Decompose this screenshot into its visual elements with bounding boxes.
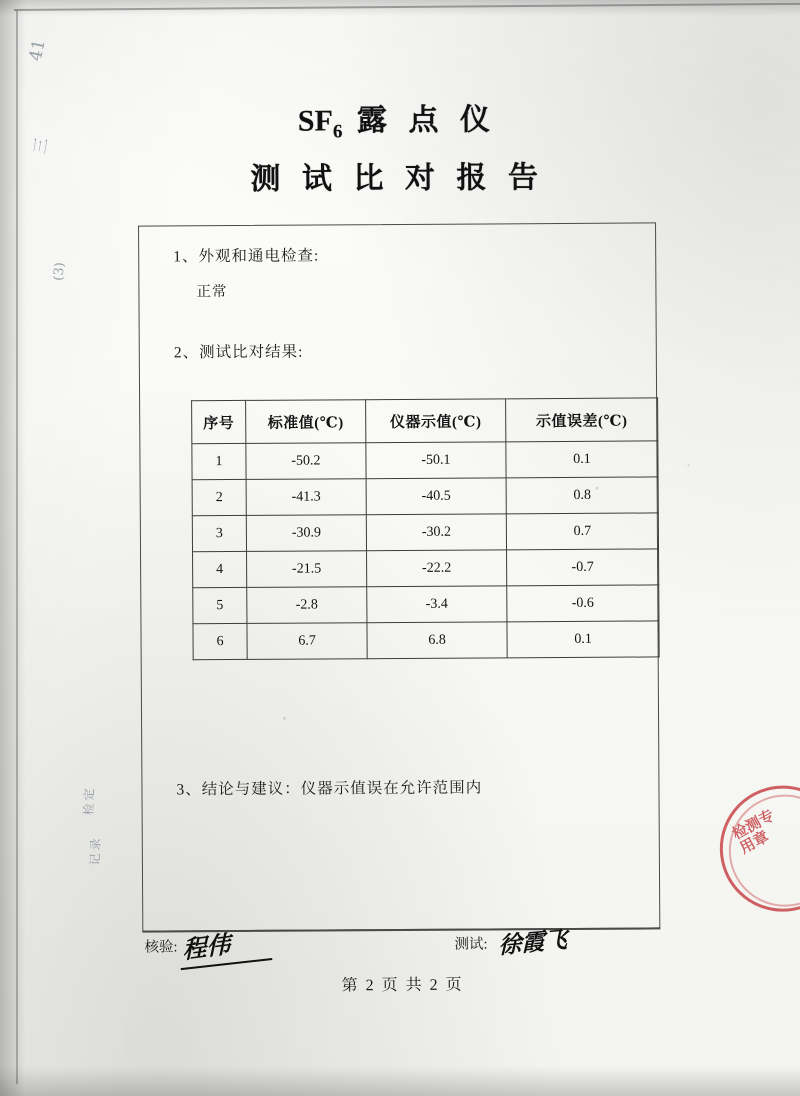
cell-instrument: -40.5 (366, 478, 506, 515)
section-1-value: 正常 (196, 284, 228, 301)
table-row (192, 477, 658, 516)
title-sf-subscript: 6 (332, 121, 343, 143)
test-label: 测试: (454, 936, 488, 953)
table-header-row (192, 398, 658, 444)
document-title (0, 90, 798, 210)
section-3-conclusion: 3、结论与建议：仪器示值误在允许范围内 (176, 779, 483, 799)
paper-edge-left (16, 10, 18, 1084)
col-header-instrument: 仪器示值(℃) (366, 399, 506, 443)
table-row (193, 621, 659, 660)
table-row (192, 513, 658, 552)
cell-index: 6 (193, 623, 247, 659)
cell-index: 3 (192, 515, 246, 551)
margin-note: 41 (25, 37, 50, 63)
cell-error: 0.8 (506, 477, 658, 514)
measurement-table-wrapper (191, 397, 659, 660)
test-signature: 徐霞飞 (498, 925, 568, 960)
verify-signature: 程伟 (182, 929, 231, 965)
cell-instrument: -22.2 (367, 550, 507, 587)
cell-standard: -50.2 (246, 443, 366, 480)
table-row (193, 549, 659, 588)
scan-speck (687, 464, 689, 466)
title-sf-prefix: SF (297, 104, 333, 138)
cell-index: 1 (192, 443, 246, 479)
scan-speck (283, 717, 286, 720)
margin-note: (3) (51, 261, 68, 282)
cell-index: 4 (193, 551, 247, 587)
cell-instrument: 6.8 (367, 622, 507, 659)
cell-index: 5 (193, 587, 247, 623)
table-row (192, 441, 658, 480)
cell-standard: -30.9 (246, 515, 366, 552)
title-line-2: 测 试 比 对 报 告 (250, 161, 546, 196)
cell-standard: -2.8 (247, 587, 367, 624)
cell-instrument: -30.2 (366, 514, 506, 551)
title-line-1-rest: 露 点 仪 (356, 103, 497, 138)
red-seal-stamp (719, 785, 800, 912)
measurement-table (191, 397, 660, 660)
cell-standard: -41.3 (246, 479, 366, 516)
cell-standard: -21.5 (247, 551, 367, 588)
page-number: 第 2 页 共 2 页 (341, 976, 464, 995)
cell-error: -0.7 (507, 549, 659, 586)
col-header-index: 序号 (192, 400, 246, 443)
cell-instrument: -50.1 (366, 442, 506, 479)
cell-error: 0.1 (506, 441, 658, 478)
scan-speck (596, 487, 599, 490)
cell-error: -0.6 (507, 585, 659, 622)
cell-error: 0.7 (506, 513, 658, 550)
cell-instrument: -3.4 (367, 586, 507, 623)
margin-note: 三 (29, 136, 52, 156)
seal-text: 检测专用章 (730, 807, 778, 858)
cell-index: 2 (192, 479, 246, 515)
col-header-standard: 标准值(℃) (246, 400, 366, 444)
cell-error: 0.1 (507, 621, 659, 658)
verify-label: 核验: (144, 939, 178, 956)
margin-note: 检定 (81, 785, 97, 816)
cell-standard: 6.7 (247, 623, 367, 660)
col-header-error: 示值误差(℃) (506, 398, 658, 442)
section-2-label: 2、测试比对结果: (173, 343, 304, 362)
title-line-1 (0, 90, 798, 153)
table-row (193, 585, 659, 624)
margin-note: 记录 (87, 835, 103, 866)
section-1-label: 1、外观和通电检查: (173, 247, 320, 266)
